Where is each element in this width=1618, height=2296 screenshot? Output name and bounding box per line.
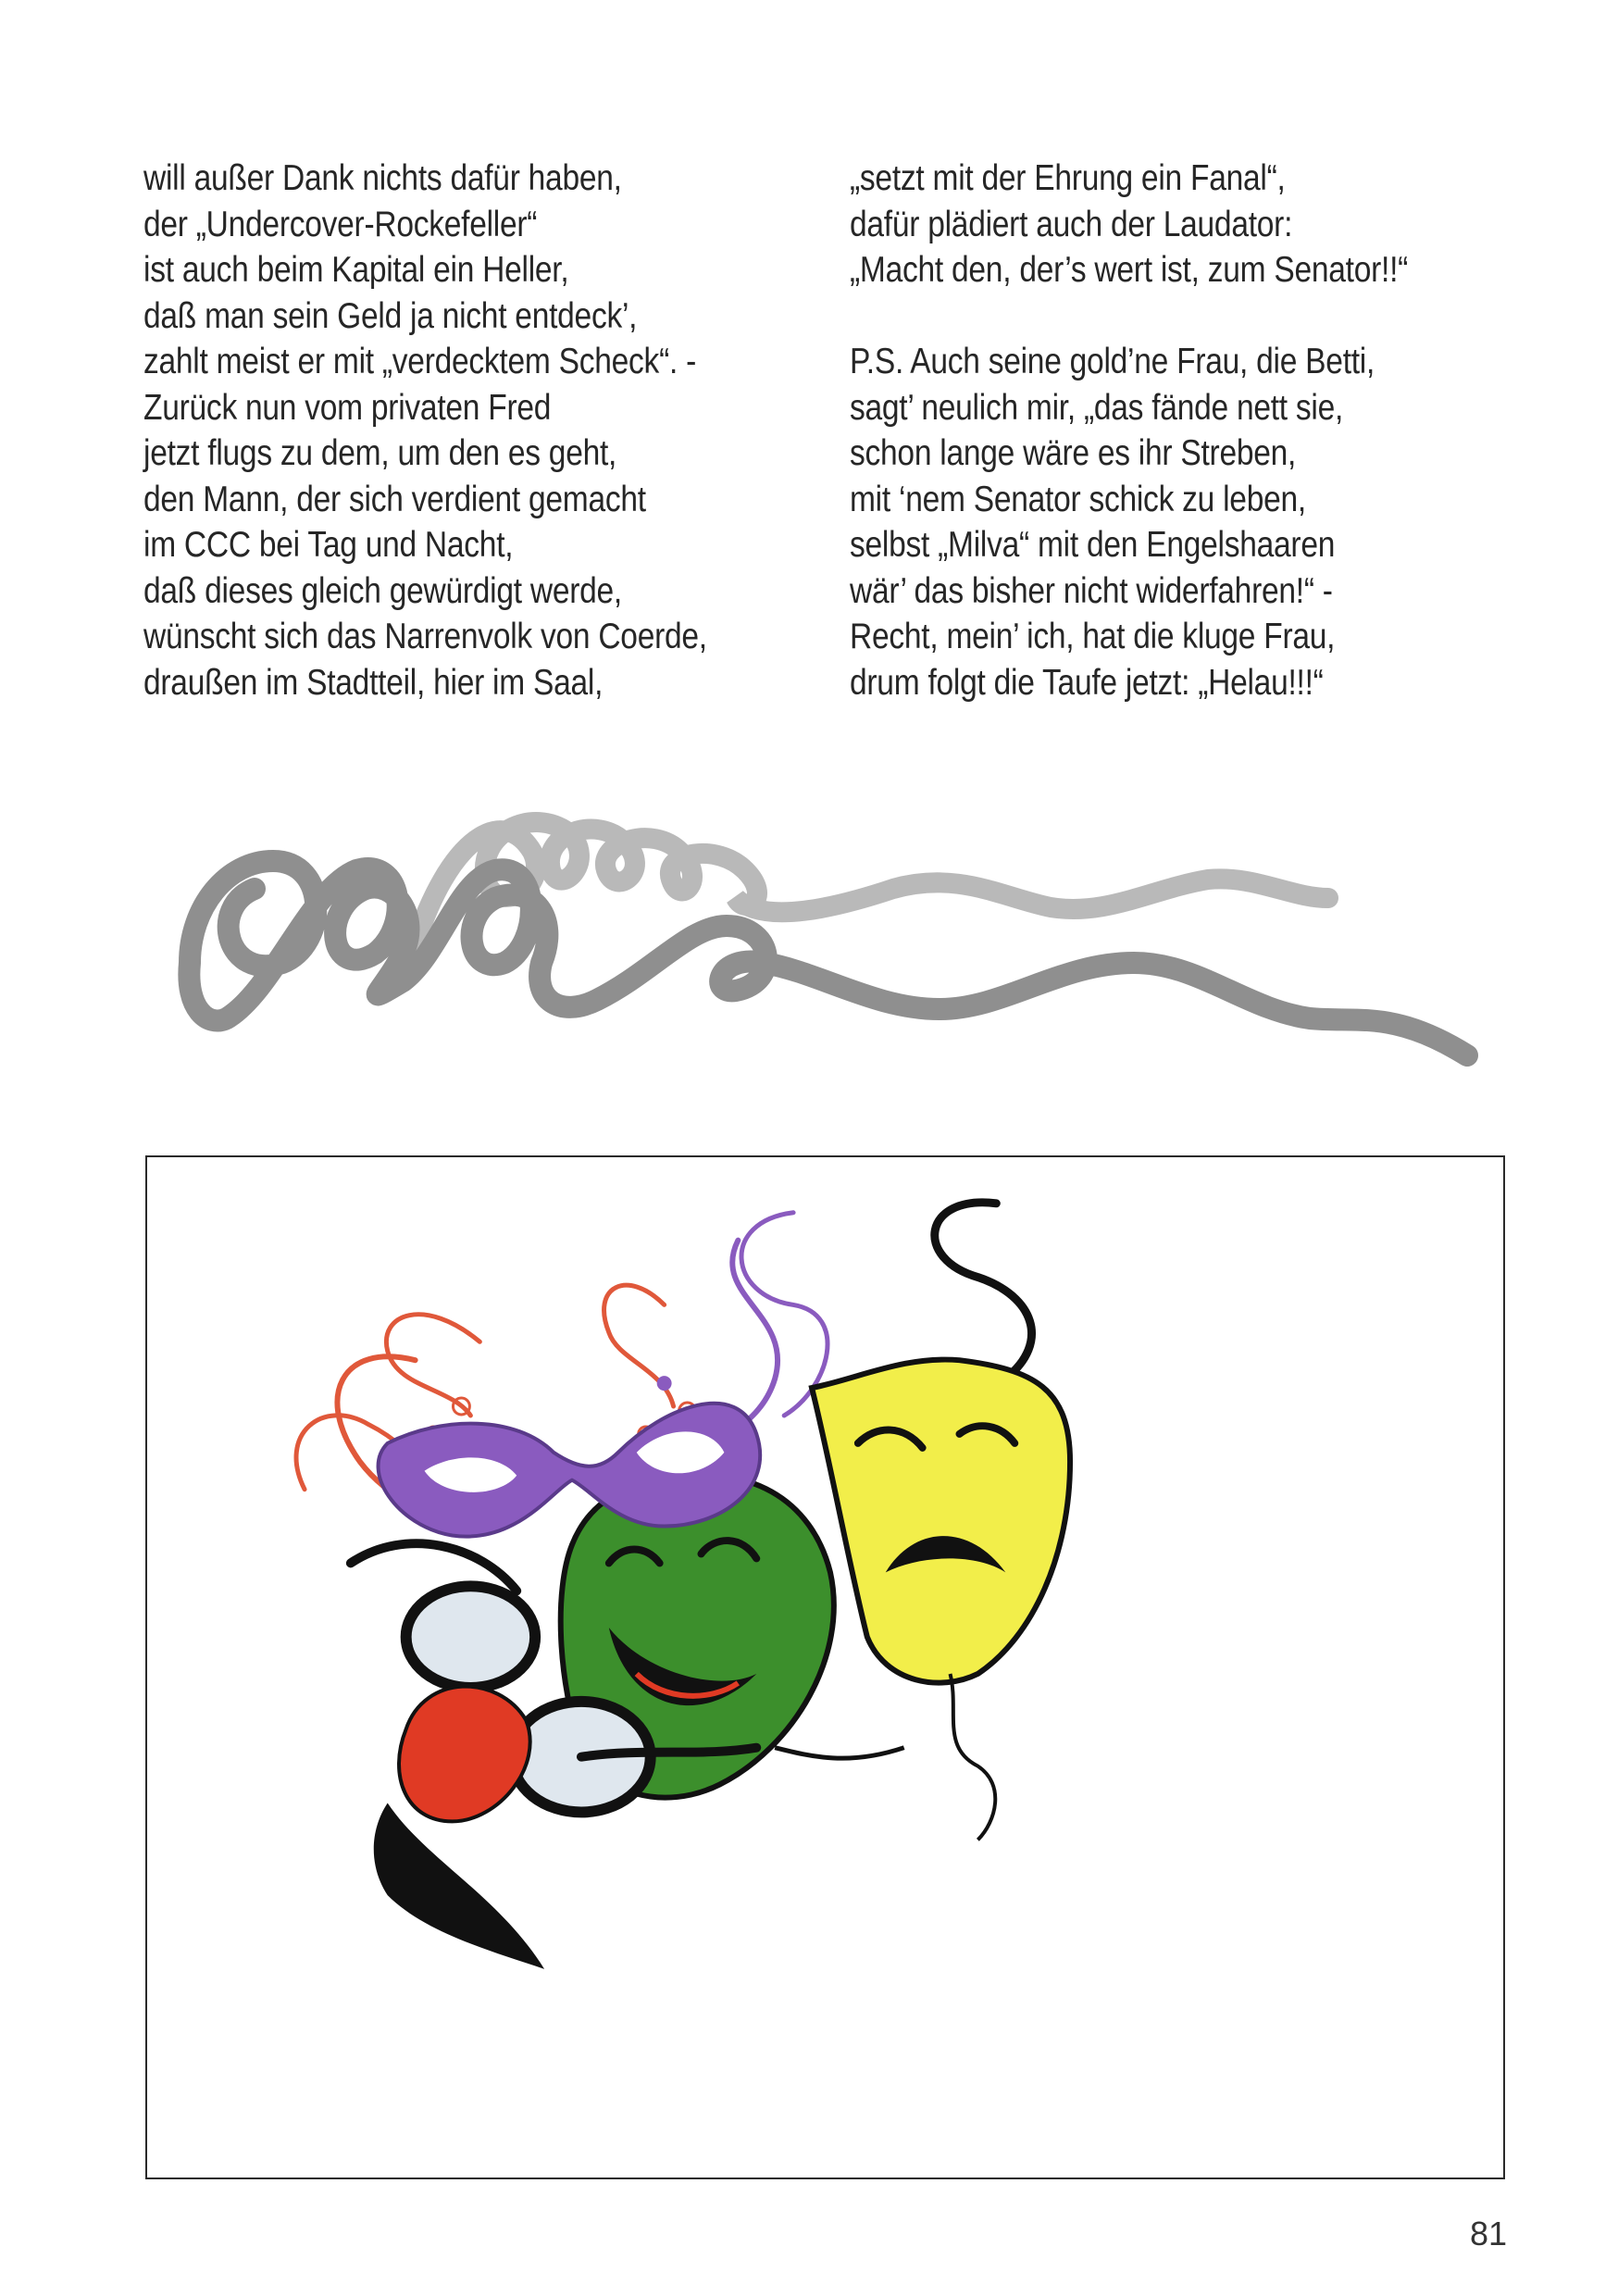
poem-line: selbst „Milva“ mit den Engelshaaren	[850, 525, 1336, 565]
poem-line: wär’ das bisher nicht widerfahren!“ -	[850, 570, 1333, 611]
poem-line: zahlt meist er mit „verdecktem Scheck“. -	[143, 342, 697, 381]
poem-line: drum folgt die Taufe jetzt: „Helau!!!“	[850, 662, 1324, 703]
poem-left-column	[143, 156, 707, 705]
poem-line: im CCC bei Tag und Nacht,	[143, 525, 514, 565]
poem-line: Zurück nun vom privaten Fred	[143, 387, 552, 428]
squiggle-ribbon-decoration	[171, 796, 1486, 1092]
poem-line: P.S. Auch seine gold’ne Frau, die Betti,	[850, 342, 1375, 381]
page-number: 81	[1470, 2215, 1508, 2252]
stanza-gap	[850, 293, 1391, 340]
poem-line: wünscht sich das Narrenvolk von Coerde,	[143, 617, 707, 656]
poem-line: daß man sein Geld ja nicht entdeck’,	[143, 295, 638, 336]
feathered-eye-mask-icon	[379, 1404, 761, 1537]
poem-line: der „Undercover-Rockefeller“	[143, 204, 538, 244]
carnival-masks-illustration	[147, 1157, 1503, 2177]
poem-line: Recht, mein’ ich, hat die kluge Frau,	[850, 617, 1336, 656]
poem-line: mit ‘nem Senator schick zu leben,	[850, 479, 1306, 519]
poem-line: „setzt mit der Ehrung ein Fanal“,	[850, 158, 1286, 198]
mask-illustration-frame	[145, 1155, 1505, 2179]
poem-line: ist auch beim Kapital ein Heller,	[143, 250, 569, 290]
tragedy-mask-icon	[812, 1360, 1070, 1841]
poem-line: draußen im Stadtteil, hier im Saal,	[143, 662, 604, 703]
poem-line: „Macht den, der’s wert ist, zum Senator!!“	[850, 250, 1409, 290]
poem-line: jetzt flugs zu dem, um den es geht,	[143, 433, 617, 473]
poem-line: schon lange wäre es ihr Streben,	[850, 433, 1297, 473]
poem-line: will außer Dank nichts dafür haben,	[143, 158, 622, 198]
poem-line: den Mann, der sich verdient gemacht	[143, 479, 646, 519]
poem-line: sagt’ neulich mir, „das fände nett sie,	[850, 387, 1344, 428]
poem-right-column	[850, 156, 1409, 705]
poem-line: daß dieses gleich gewürdigt werde,	[143, 570, 622, 611]
poem-line: dafür plädiert auch der Laudator:	[850, 204, 1293, 244]
